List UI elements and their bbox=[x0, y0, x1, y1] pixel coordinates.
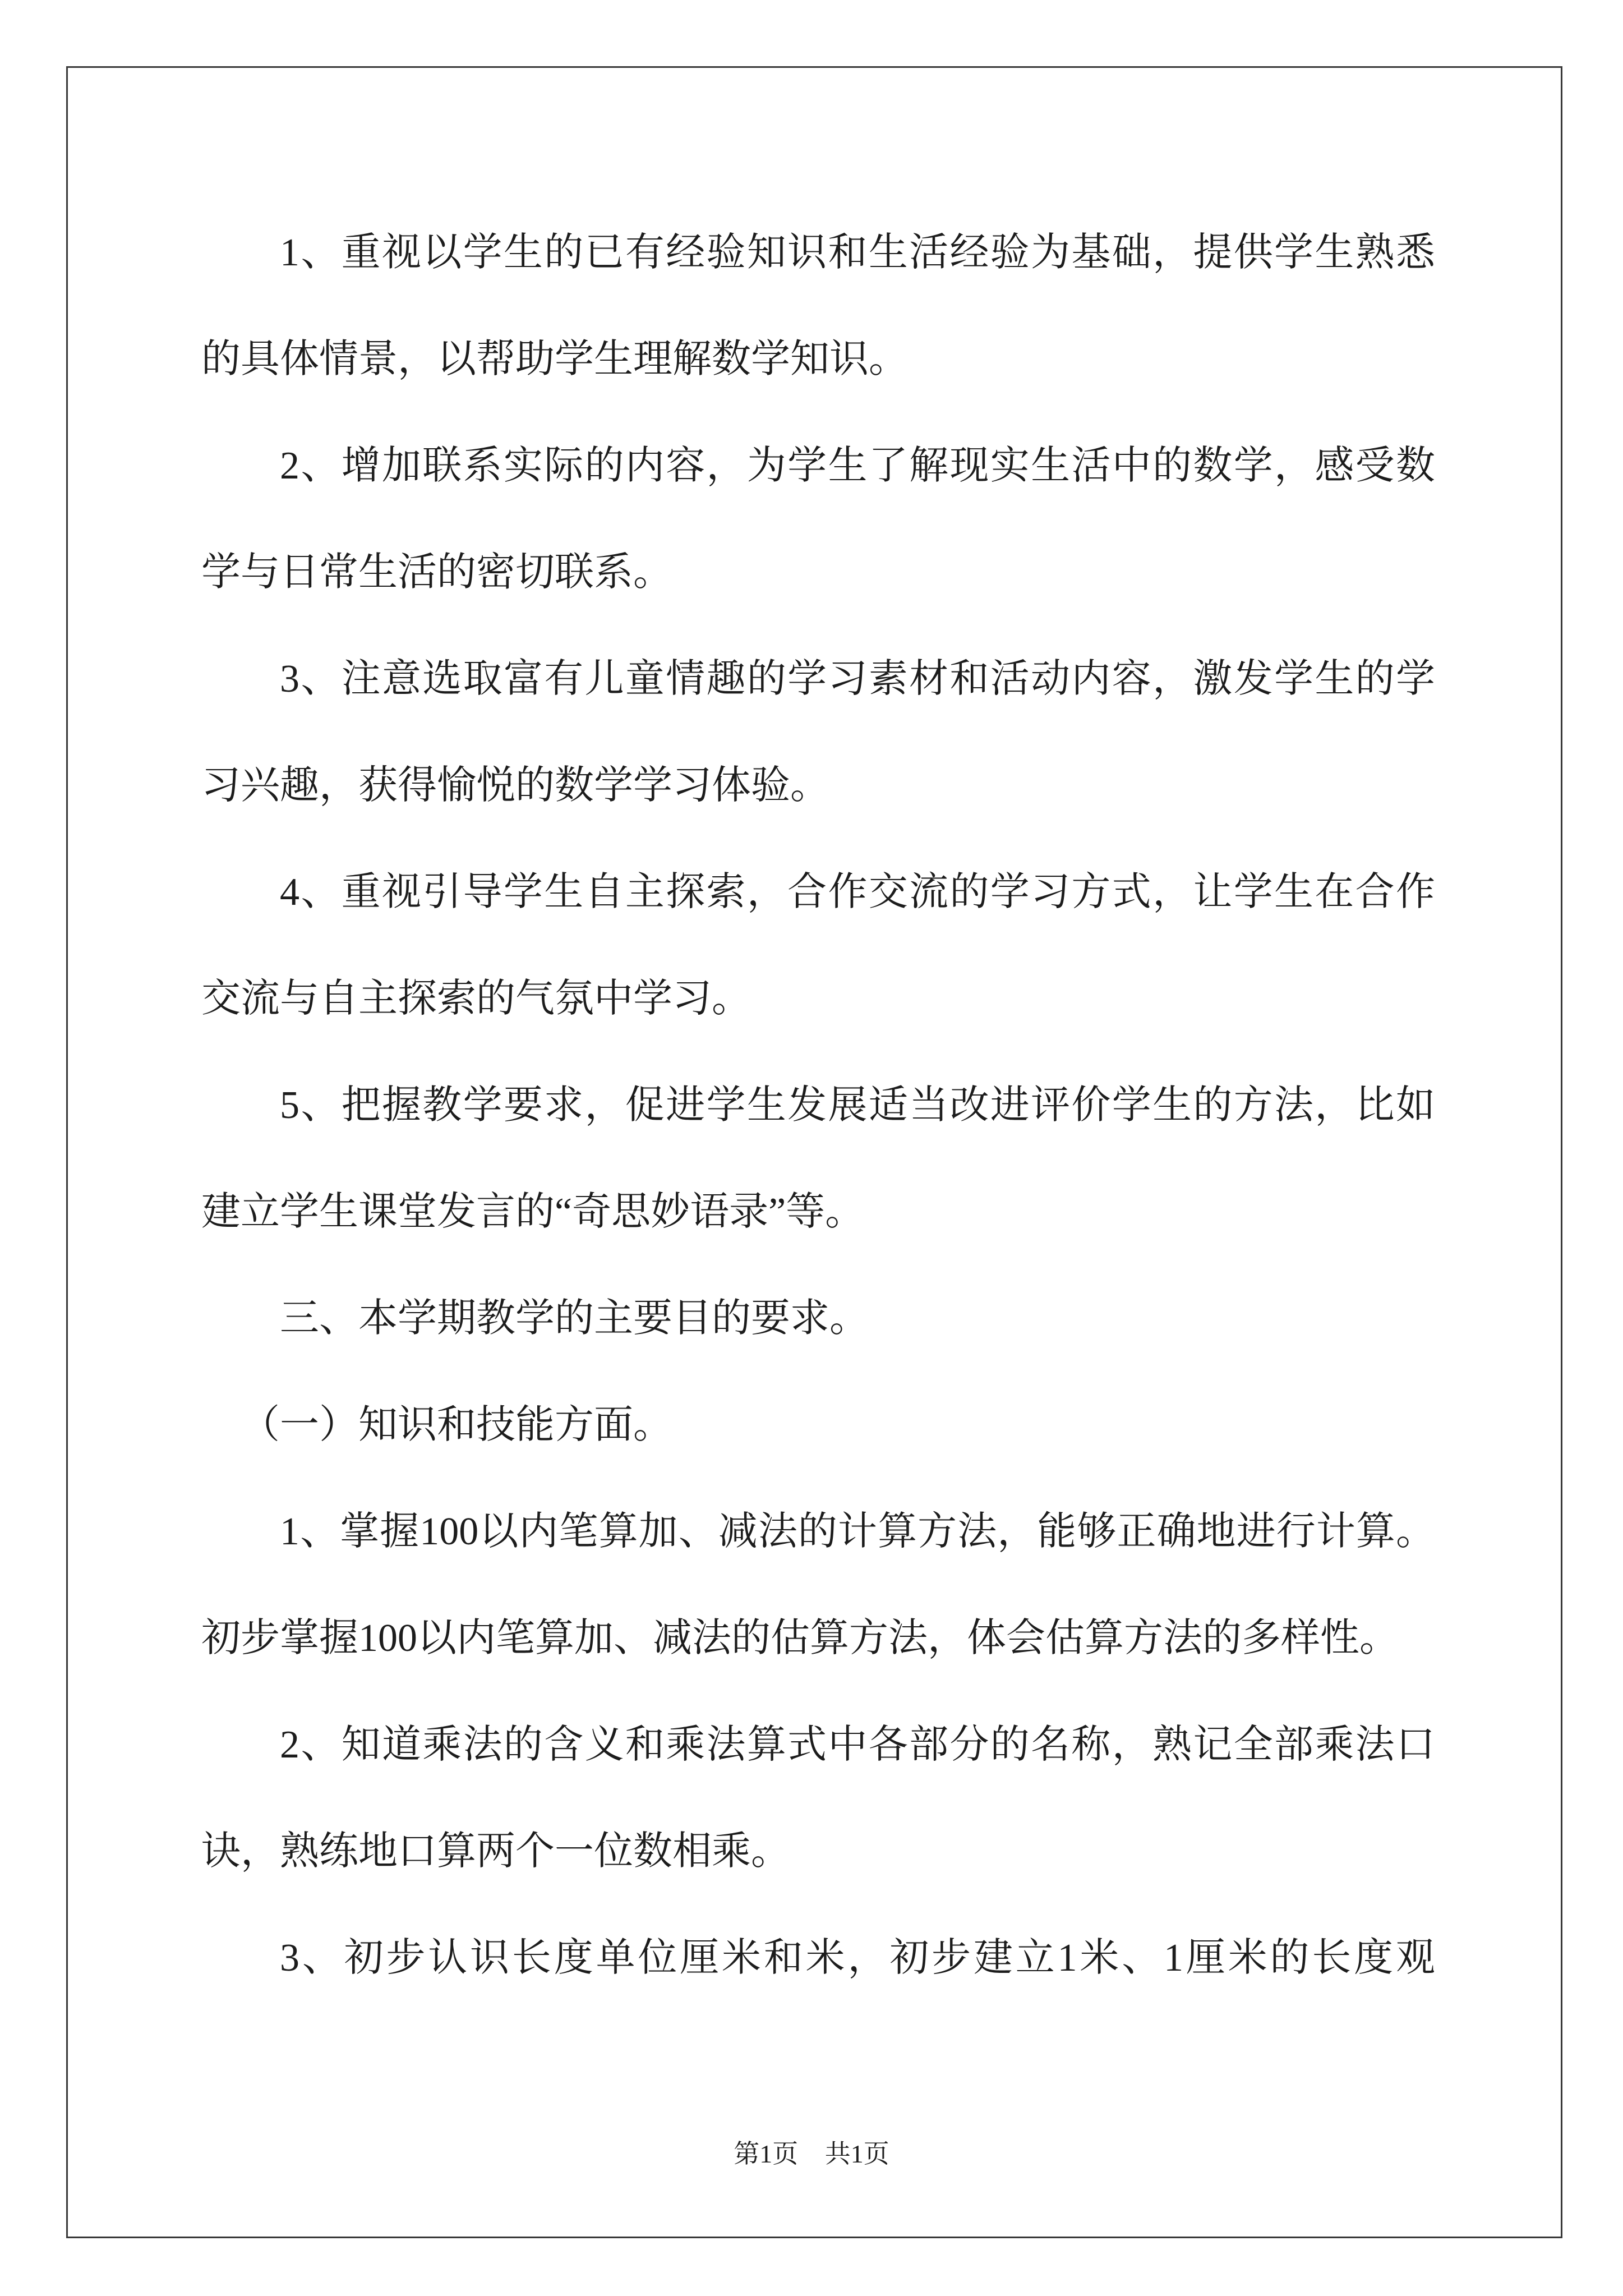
text-line: 1、重视以学生的已有经验知识和生活经验为基础，提供学生熟悉 bbox=[280, 231, 1435, 274]
heading-line: 三、本学期教学的主要目的要求。 bbox=[280, 1297, 869, 1340]
text-line: 交流与自主探索的气氛中学习。 bbox=[201, 977, 751, 1020]
text-line: 3、注意选取富有儿童情趣的学习素材和活动内容，激发学生的学 bbox=[280, 657, 1435, 701]
subsection-heading bbox=[201, 1372, 1435, 1479]
text-line: 1、掌握100以内笔算加、减法的计算方法，能够正确地进行计算。 bbox=[280, 1510, 1435, 1553]
text-line: 学与日常生活的密切联系。 bbox=[201, 551, 672, 594]
paragraph-point-5 bbox=[201, 1052, 1435, 1266]
text-line: 2、增加联系实际的内容，为学生了解现实生活中的数学，感受数 bbox=[280, 444, 1435, 487]
paragraph-goal-1 bbox=[201, 1479, 1435, 1692]
paragraph-point-2 bbox=[201, 413, 1435, 626]
text-line: 2、知道乘法的含义和乘法算式中各部分的名称，熟记全部乘法口 bbox=[280, 1723, 1435, 1766]
heading-line: （一）知识和技能方面。 bbox=[241, 1404, 672, 1447]
paragraph-point-1 bbox=[201, 200, 1435, 413]
text-line: 建立学生课堂发言的“奇思妙语录”等。 bbox=[201, 1190, 865, 1234]
text-line: 习兴趣，获得愉悦的数学学习体验。 bbox=[201, 764, 829, 807]
text-line: 3、初步认识长度单位厘米和米，初步建立1米、1厘米的长度观 bbox=[280, 1936, 1435, 1980]
paragraph-point-4 bbox=[201, 839, 1435, 1052]
paragraph-goal-3 bbox=[201, 1905, 1435, 2012]
text-line: 5、把握教学要求，促进学生发展适当改进评价学生的方法，比如 bbox=[280, 1084, 1435, 1127]
page-number-footer: 第1页 共1页 bbox=[734, 2139, 889, 2168]
document-body bbox=[201, 200, 1435, 2012]
paragraph-goal-2 bbox=[201, 1692, 1435, 1905]
text-line: 的具体情景，以帮助学生理解数学知识。 bbox=[201, 338, 908, 381]
text-line: 诀，熟练地口算两个一位数相乘。 bbox=[201, 1830, 790, 1873]
text-line: 初步掌握100以内笔算加、减法的估算方法，体会估算方法的多样性。 bbox=[201, 1617, 1399, 1660]
paragraph-point-3 bbox=[201, 626, 1435, 839]
text-line: 4、重视引导学生自主探索，合作交流的学习方式，让学生在合作 bbox=[280, 871, 1435, 914]
section-heading bbox=[201, 1266, 1435, 1372]
